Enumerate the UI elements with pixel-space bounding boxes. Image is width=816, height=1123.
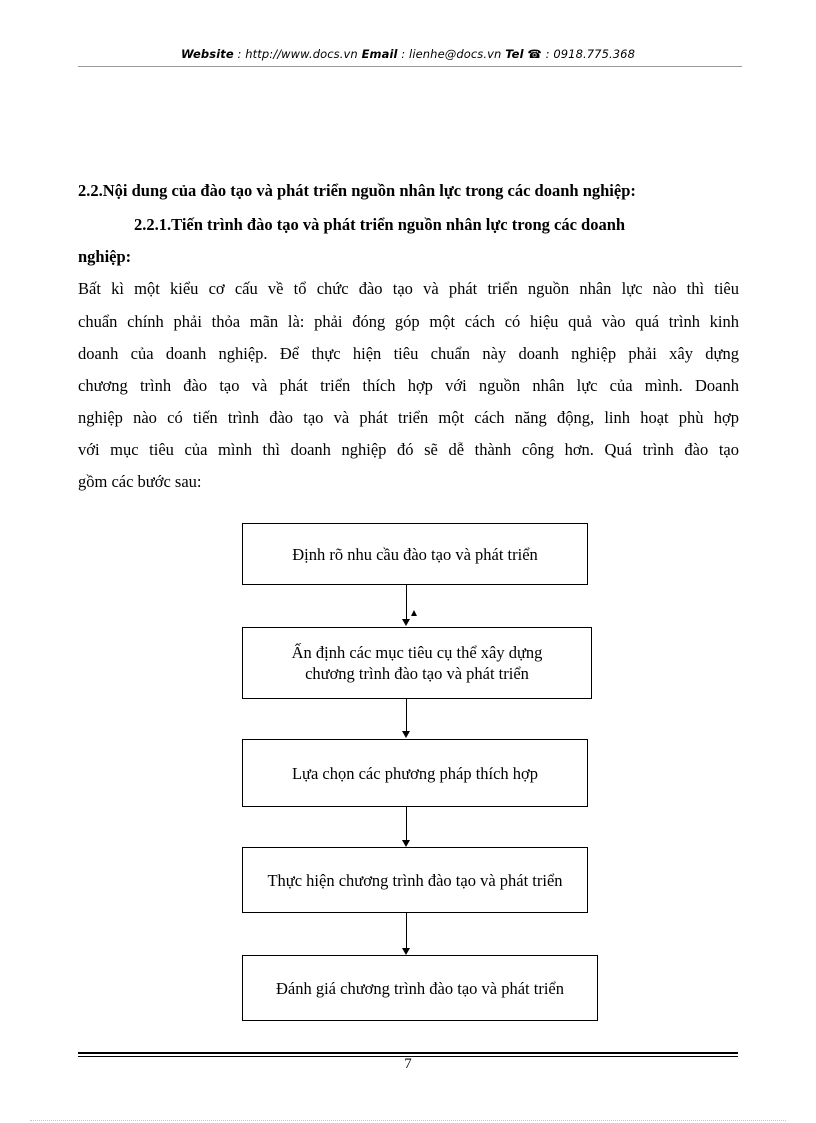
flow-step-label: Đánh giá chương trình đào tạo và phát triển [275, 978, 564, 998]
flow-step-label: Định rõ nhu cầu đào tạo và phát triển [292, 544, 538, 564]
flow-step-2 [242, 627, 592, 699]
paragraph-line: chuẩn chính phải thỏa mãn là: phải đóng góp một cách có hiệu quả vào quá trình kinh [78, 312, 739, 331]
flow-step-label: Ấn định các mục tiêu cụ thể xây dựng chương trình đào tạo và phát triển [291, 643, 543, 683]
page-header [0, 47, 816, 61]
page-number: 7 [404, 1056, 412, 1072]
phone-icon: ☎ [527, 47, 542, 61]
header-rule [78, 66, 742, 67]
flow-step-label: Lựa chọn các phương pháp thích hợp [291, 763, 539, 783]
arrow-down-icon [402, 948, 410, 955]
subsection-heading-line2: nghiệp: [78, 247, 132, 266]
arrow-down-icon [402, 619, 410, 626]
website-label: Website [180, 47, 234, 61]
tel-label: Tel [505, 47, 524, 61]
arrow-down-icon [402, 731, 410, 738]
paragraph-line: chương trình đào tạo và phát triển thích hợp với nguồn nhân lực của mình. Doanh [78, 376, 739, 395]
paragraph-line: với mục tiêu của mình thì doanh nghiệp đó sẽ dễ thành công hơn. Quá trình đào tạo [78, 440, 739, 459]
paragraph-line: nghiệp nào có tiến trình đào tạo và phát triển một cách năng động, linh hoạt phù hợp [78, 408, 739, 427]
flow-connector [406, 913, 407, 949]
flow-connector [406, 585, 407, 620]
tel-number: : 0918.775.368 [541, 47, 635, 61]
flow-step-4 [242, 847, 588, 913]
flow-step-1 [242, 523, 588, 585]
website-url: : http://www.docs.vn [233, 47, 362, 61]
triangle-mark-icon [411, 610, 417, 616]
paragraph-line: Bất kì một kiểu cơ cấu về tổ chức đào tạo và phát triển nguồn nhân lực nào thì tiêu [78, 279, 739, 298]
paragraph-line: gồm các bước sau: [78, 472, 202, 491]
email-label: Email [361, 47, 398, 61]
email-address: : lienhe@docs.vn [397, 47, 506, 61]
paragraph-line: doanh của doanh nghiệp. Để thực hiện tiêu chuẩn này doanh nghiệp phải xây dựng [78, 344, 739, 363]
flow-step-5 [242, 955, 598, 1021]
footer-rule [78, 1052, 738, 1054]
section-heading: 2.2.Nội dung của đào tạo và phát triển nguồn nhân lực trong các doanh nghiệp: [78, 181, 636, 200]
flow-connector [406, 807, 407, 841]
arrow-down-icon [402, 840, 410, 847]
subsection-heading-line1: 2.2.1.Tiến trình đào tạo và phát triển nguồn nhân lực trong các doanh [134, 215, 626, 234]
flow-step-label: Thực hiện chương trình đào tạo và phát triển [267, 870, 563, 890]
page-edge [30, 1120, 786, 1121]
flow-step-3 [242, 739, 588, 807]
flow-connector [406, 699, 407, 732]
